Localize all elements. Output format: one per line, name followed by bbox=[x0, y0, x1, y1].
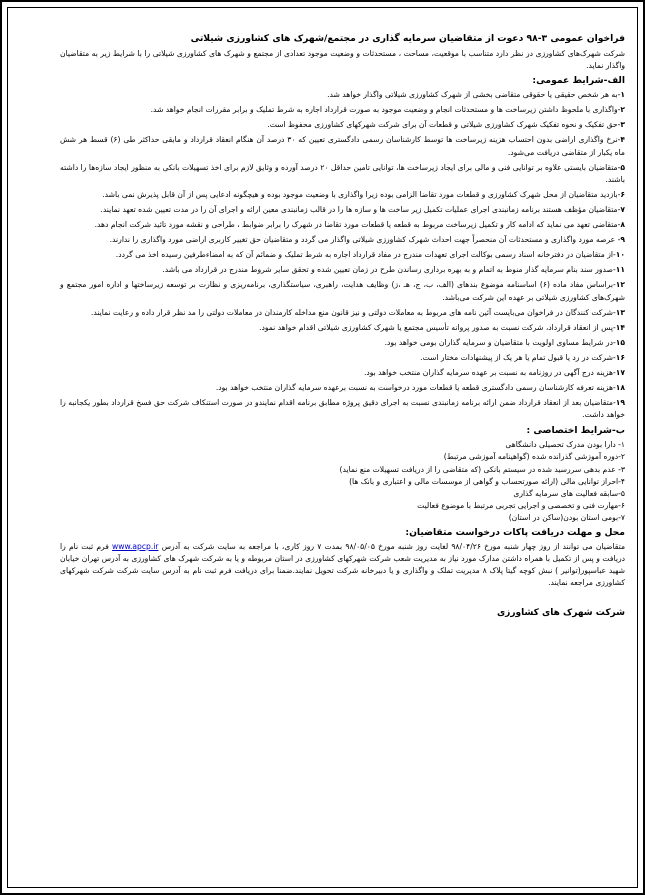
intro-paragraph: شرکت شهرک‌های کشاورزی در نظر دارد متناسب با موقعیت، مساحت ، مستحدثات و وضعیت موجود تعدادی از مجتمع و شهرک های کشاورزی شیلاتی را با شرایط زیر به متقاضیان واگذار نماید. bbox=[60, 49, 625, 71]
general-condition-text: -در شرایط مساوی اولویت با متقاضیان و سرمایه گذاران بومی خواهد بود. bbox=[384, 337, 616, 347]
general-condition-item bbox=[60, 104, 625, 116]
general-condition-text: -متقاضیان بعد از انعقاد قرارداد ضمن ارائه برنامه زمانبندی نسبت به اجرای دقیق پروژه مطابق برنامه اقدام نمایندو در صورت استنکاف شرکت حق فسخ قرارداد بطور یکجانبه را خواهد داشت. bbox=[60, 398, 625, 420]
general-condition-text: - عرصه مورد واگذاری و مستحدثات آن منحصراً جهت احداث شهرک کشاورزی شیلاتی واگذار می گردد و متقاضیان حق تغییر کاربری اراضی مورد واگذاری را ندارند. bbox=[109, 235, 621, 245]
general-condition-text: -شرکت کنندگان در فراخوان می‌بایست آئین نامه های مربوط به معاملات دولتی و نیز قانون منع مداخله کارمندان در معاملات دولتی را مد نظر قرار داده و رعایت نمایند. bbox=[90, 307, 616, 317]
general-condition-text: -بازدید متقاضیان از محل شهرک کشاورزی و قطعات مورد تقاضا الزامی بوده زیرا واگذاری با وضعیت موجود بوده و هیچگونه ادعایی پس از آن قابل پذیرش نمی باشد. bbox=[102, 189, 621, 199]
general-condition-text: -صدور سند بنام سرمایه گذار منوط به اتمام و به بهره برداری رساندن طرح در زمان تعیین شده و تحقق سایر شروط مندرج در قرارداد می باشد. bbox=[162, 265, 616, 275]
specific-conditions-list bbox=[60, 439, 625, 524]
deadline-paragraph bbox=[60, 541, 625, 589]
general-condition-number: ۵ bbox=[620, 162, 626, 172]
general-conditions-heading: الف-شرایط عمومی: bbox=[532, 75, 625, 87]
general-condition-number: ۶ bbox=[620, 189, 625, 199]
specific-condition-item: ۴-احراز توانایی مالی (ارائه صورتحساب و گواهی از موسسات مالی و اعتباری و بانک ها) bbox=[349, 476, 625, 486]
general-condition-number: ۱۰ bbox=[615, 250, 625, 260]
general-condition-item bbox=[60, 382, 625, 394]
specific-condition-item: ۱- دارا بودن مدرک تحصیلی دانشگاهی bbox=[505, 440, 625, 450]
general-condition-item bbox=[60, 397, 625, 421]
general-condition-item bbox=[60, 322, 625, 334]
general-condition-text: -به هر شخص حقیقی یا حقوقی متقاضی بخشی از شهرک کشاورزی شیلاتی واگذار خواهد شد. bbox=[327, 90, 621, 100]
general-condition-text: -هزینه درج آگهی در روزنامه به نسبت بر عهده سرمایه گذاران منتخب خواهد بود. bbox=[363, 367, 616, 377]
general-condition-number: ۲ bbox=[620, 105, 625, 115]
general-condition-text: -متقاضیان مؤظف هستند برنامه زمانبندی اجرای عملیات تکمیل زیر ساخت ها و سازه ها را در قالب زمانبندی معین ارائه و اجرای آن را در مدت تعیین شده تعهد نمایند. bbox=[100, 204, 621, 214]
signature: شرکت شهرک های کشاورزی bbox=[496, 608, 625, 619]
general-condition-number: ۱۵ bbox=[615, 337, 625, 347]
general-condition-item bbox=[60, 264, 625, 276]
announcement-body bbox=[60, 32, 625, 619]
general-condition-item bbox=[60, 249, 625, 261]
general-condition-text: -شرکت در رد یا قبول تمام یا هر یک از پیشنهادات مختار است. bbox=[420, 352, 616, 362]
general-condition-item bbox=[60, 204, 625, 216]
general-condition-item bbox=[60, 279, 625, 303]
general-condition-item bbox=[60, 189, 625, 201]
general-condition-text: -از متقاضیان در دفترخانه اسناد رسمی بوکالت اجرای تعهدات مندرج در مفاد قرارداد اجاره به شرط تملیک و ضمائم آن که به امضاءطرفین رسیده اخذ می گردد. bbox=[115, 250, 616, 260]
specific-condition-item: ۵-سابقه فعالیت های سرمایه گذاری bbox=[513, 488, 625, 498]
specific-conditions-heading: ب-شرایط اختصاصی : bbox=[526, 425, 625, 437]
general-condition-number: ۱۸ bbox=[615, 383, 625, 393]
specific-condition-item: ۶-مهارت فنی و تخصصی و اجرایی تجربی مرتبط با موضوع فعالیت bbox=[417, 500, 625, 510]
general-condition-text: -پس از انعقاد قرارداد، شرکت نسبت به صدور پروانه تأسیس مجتمع یا شهرک کشاورزی شیلاتی اقدام خواهد نمود. bbox=[259, 322, 616, 332]
deadline-text-after-link: فرم ثبت نام را دریافت و پس از تکمیل با همراه داشتن مدارک مورد نیاز به مدیریت شعب شرکت شهرکهای کشاورزی در استان مربوطه و یا به شرکت شهرک های کشاورزی به آدرس تهران خیابان شهید عباسپور(توانیر ) نبش کوچه گیتا پلاک ۸ مدیریت تملک و واگذاری و یا دبیرخانه شرکت تحویل نمایند.ضمنا برای دریافت فرم ثبت نام به آدرس سایت شرکت شرکت شهرکهای کشاورزی مراجعه نمایند. bbox=[60, 542, 626, 588]
general-condition-item bbox=[60, 234, 625, 246]
general-condition-text: -نرخ واگذاری اراضی بدون احتساب هزینه زیرساخت ها توسط کارشناسان رسمی دادگستری تعیین که ۳۰ درصد آن هنگام انعقاد قرارداد و مابقی حداکثر طی (۶) قسط هر شش ماه یکبار از متقاضی دریافت می‌شود. bbox=[60, 135, 625, 157]
general-condition-item bbox=[60, 307, 625, 319]
specific-condition-item: ۲-دوره آموزشی گذرانده شده (گواهینامه آموزشی مرتبط) bbox=[443, 452, 625, 462]
general-condition-number: ۱۹ bbox=[615, 398, 625, 408]
general-condition-item bbox=[60, 119, 625, 131]
general-condition-number: ۱۷ bbox=[615, 367, 625, 377]
general-condition-text: -حق تفکیک و نحوه تفکیک شهرک کشاورزی شیلاتی و قطعات آن برای شرکت شهرکهای کشاورزی محفوظ است. bbox=[267, 120, 621, 130]
specific-condition-item: ۷-بومی استان بودن(ساکن در استان) bbox=[508, 512, 625, 522]
general-condition-item bbox=[60, 337, 625, 349]
announcement-title: فراخوان عمومی ۳-۹۸ دعوت از متقاضیان سرمایه گذاری در مجتمع/شهرک های کشاورزی شیلاتی bbox=[190, 33, 625, 44]
website-link[interactable]: www.apcp.ir bbox=[112, 542, 159, 551]
general-condition-number: ۳ bbox=[620, 120, 625, 130]
general-condition-text: -هزینه تعرفه کارشناسان رسمی دادگستری قطعه یا قطعات مورد درخواست به نسبت برعهده سرمایه گذاران منتخب خواهد بود. bbox=[215, 383, 616, 393]
deadline-heading: محل و مهلت دریافت پاکات درخواست متقاضیان: bbox=[405, 527, 625, 538]
general-condition-number: ۹ bbox=[620, 235, 625, 245]
general-condition-number: ۱۴ bbox=[615, 322, 625, 332]
general-condition-item bbox=[60, 219, 625, 231]
general-condition-number: ۱ bbox=[620, 90, 625, 100]
deadline-text-before-link: متقاضیان می توانند از روز چهار شنبه مورخ ۹۸/۰۴/۲۶ لغایت روز شنبه مورخ ۹۸/۰۵/۰۵ بمدت ۷ روز کاری، با مراجعه به سایت شرکت به آدرس bbox=[161, 542, 626, 551]
general-conditions-list bbox=[60, 89, 625, 421]
general-condition-number: ۱۱ bbox=[615, 265, 625, 275]
general-condition-text: -براساس مفاد ماده (۶) اساسنامه موضوع بندهای (الف، ب، ج، هـ ،ز) وظایف هدایت، راهبری، سیاستگذاری، برنامه‌ریزی و نظارت بر توسعه زیرساختها و اداره امور مجتمع و شهرک‌های کشاورزی شیلاتی بر عهده این شرکت می‌باشد. bbox=[60, 280, 625, 302]
general-condition-text: -متقاضیان بایستی علاوه بر توانایی فنی و مالی برای ایجاد زیرساخت ها، توانایی تامین حداقل ۲۰ درصد آورده و وثایق لازم برای اخذ تسهیلات بانکی به منظور ایجاد سازه‌ها را داشته باشند. bbox=[60, 162, 625, 184]
general-condition-item bbox=[60, 89, 625, 101]
general-condition-number: ۱۲ bbox=[615, 280, 626, 290]
general-condition-item bbox=[60, 134, 625, 158]
general-condition-item bbox=[60, 162, 625, 186]
general-condition-text: -واگذاری با ملحوظ داشتن زیرساخت ها و مستحدثات انجام و وضعیت موجود به صورت قرارداد اجاره به شرط تملیک و برابر مقررات انجام خواهد شد. bbox=[150, 105, 621, 115]
general-condition-number: ۱۳ bbox=[615, 307, 625, 317]
general-condition-number: ۸ bbox=[620, 220, 625, 230]
general-condition-item bbox=[60, 367, 625, 379]
general-condition-item bbox=[60, 352, 625, 364]
general-condition-number: ۴ bbox=[620, 135, 625, 145]
general-condition-number: ۷ bbox=[620, 204, 625, 214]
general-condition-number: ۱۶ bbox=[615, 352, 625, 362]
specific-condition-item: ۳- عدم بدهی سررسید شده در سیستم بانکی (که متقاضی را از دریافت تسهیلات منع نماید) bbox=[339, 464, 625, 474]
general-condition-text: -متقاضی تعهد می نماید که ادامه کار و تکمیل زیرساخت مربوط به قطعه یا قطعات مورد تقاضا در شهرک را برابر ضوابط ، طراحی و نقشه مورد تائید شرکت انجام دهد. bbox=[94, 220, 621, 230]
